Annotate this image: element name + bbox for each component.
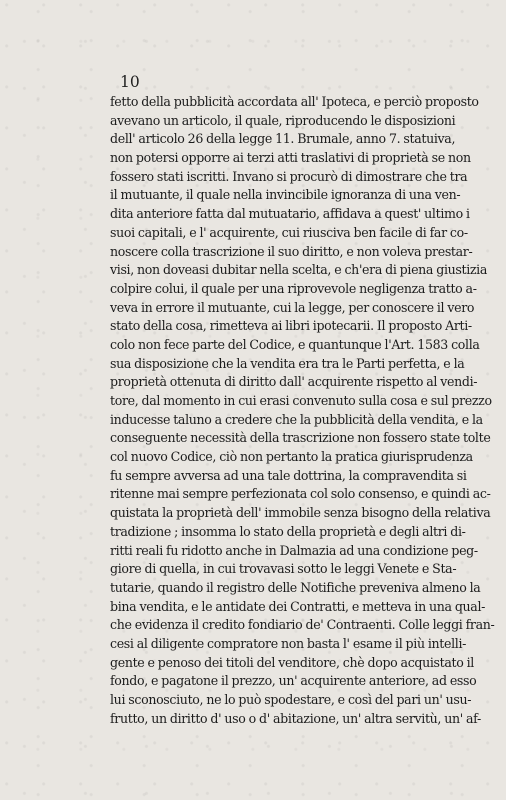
text-line: sua disposizione che la vendita era tra le Parti perfetta, e la bbox=[110, 355, 465, 371]
text-line: veva in errore il mutuante, cui la legge, per conoscere il vero bbox=[110, 299, 475, 315]
text-line: colpire colui, il quale per una riprovevole negligenza tratto a- bbox=[110, 280, 477, 296]
text-line: bina vendita, e le antidate dei Contratti, e metteva in una qual- bbox=[110, 598, 486, 614]
text-line: lui sconosciuto, ne lo può spodestare, e così del pari un' usu- bbox=[110, 692, 472, 707]
text-line: fetto della pubblicità accordata all' Ipoteca, e perciò proposto bbox=[110, 94, 479, 109]
text-line: noscere colla trascrizione il suo diritto, e non voleva prestar- bbox=[110, 243, 473, 259]
text-line: quistata la proprietà dell' immobile senza bisogno della relativa bbox=[110, 505, 491, 521]
text-line: non potersi opporre ai terzi atti traslativi di proprietà se non bbox=[110, 150, 471, 166]
text-line: ritenne mai sempre perfezionata col solo consenso, e quindi ac- bbox=[110, 486, 491, 502]
text-line: fu sempre avversa ad una tale dottrina, la compravendita si bbox=[110, 467, 467, 483]
page-number: 10 bbox=[120, 73, 140, 91]
text-line: inducesse taluno a credere che la pubblicità della vendita, e la bbox=[110, 411, 483, 427]
text-line: proprietà ottenuta di diritto dall' acquirente rispetto al vendi- bbox=[110, 374, 478, 390]
text-line: fondo, e pagatone il prezzo, un' acquirente anteriore, ad esso bbox=[110, 673, 477, 689]
text-line: fossero stati iscritti. Invano si procurò di dimostrare che tra bbox=[110, 168, 468, 184]
text-line: tutarie, quando il registro delle Notifiche preveniva almeno la bbox=[110, 579, 481, 595]
text-line: ritti reali fu ridotto anche in Dalmazia ad una condizione peg- bbox=[110, 542, 478, 558]
text-line: giore di quella, in cui trovavasi sotto le leggi Venete e Sta- bbox=[110, 561, 457, 577]
text-line: gente e penoso dei titoli del venditore, chè dopo acquistato il bbox=[110, 654, 474, 670]
text-line: avevano un articolo, il quale, riproducendo le disposizioni bbox=[110, 112, 456, 128]
text-line: stato della cosa, rimetteva ai libri ipotecarii. Il proposto Arti- bbox=[110, 318, 472, 334]
text-line: tradizione ; insomma lo stato della proprietà e degli altri di- bbox=[110, 523, 466, 539]
text-line: cesi al diligente compratore non basta l' esame il più intelli- bbox=[110, 635, 467, 651]
text-line: col nuovo Codice, ciò non pertanto la pratica giurisprudenza bbox=[110, 449, 473, 465]
text-line: tore, dal momento in cui erasi convenuto sulla cosa e sul prezzo bbox=[110, 393, 492, 408]
text-line: dita anteriore fatta dal mutuatario, affidava a quest' ultimo i bbox=[110, 206, 470, 222]
text-line: dell' articolo 26 della legge 11. Brumale, anno 7. statuiva, bbox=[110, 131, 456, 147]
text-line: colo non fece parte del Codice, e quantunque l'Art. 1583 colla bbox=[110, 336, 480, 352]
text-line: frutto, un diritto d' uso o d' abitazione, un' altra servitù, un' af- bbox=[110, 710, 481, 726]
text-line: suoi capitali, e l' acquirente, cui riusciva ben facile di far co- bbox=[110, 224, 468, 240]
text-line: visi, non doveasi dubitar nella scelta, e ch'era di piena giustizia bbox=[110, 262, 488, 278]
body-text bbox=[110, 93, 495, 728]
text-line: conseguente necessità della trascrizione non fossero state tolte bbox=[110, 430, 491, 446]
text-line: che evidenza il credito fondiario de' Contraenti. Colle leggi fran- bbox=[110, 617, 495, 633]
text-line: il mutuante, il quale nella invincibile ignoranza di una ven- bbox=[110, 187, 461, 203]
